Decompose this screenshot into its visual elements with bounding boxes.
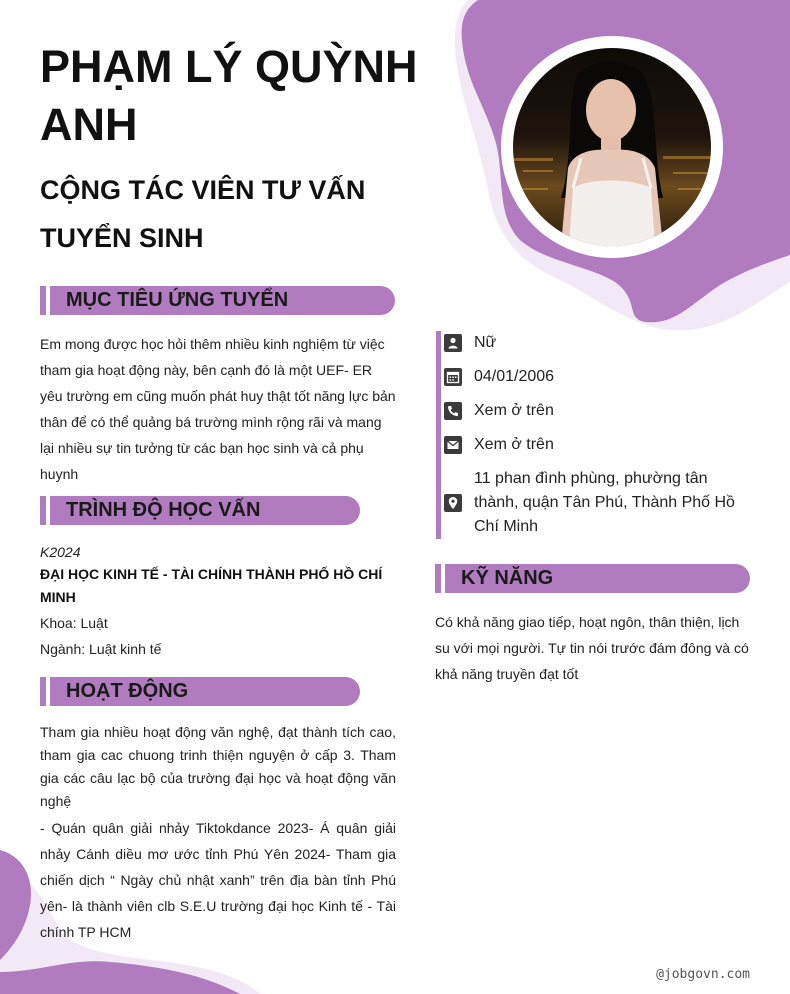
heading-bar <box>435 564 441 593</box>
heading-bar <box>40 286 46 315</box>
mail-icon <box>444 436 462 454</box>
objective-heading <box>40 286 395 315</box>
heading-bar <box>40 496 46 525</box>
candidate-name: PHẠM LÝ QUỲNH ANH <box>40 41 418 150</box>
contact-gender <box>444 331 744 355</box>
watermark: @jobgovn.com <box>656 967 750 982</box>
objective-heading-label: MỤC TIÊU ỨNG TUYỂN <box>50 286 395 315</box>
education-year: K2024 <box>40 544 81 560</box>
activities-text-1: Tham gia nhiều hoạt động văn nghệ, đạt thành tích cao, tham gia cac chuong trinh thiện nguyện ở cấp 3. Tham gia các câu lạc bộ của trường đại học và hoạt động văn nghệ <box>40 724 396 809</box>
activities-heading <box>40 677 360 706</box>
address-value: 11 phan đình phùng, phường tân thành, quận Tân Phú, Thành Phố Hồ Chí Minh <box>474 470 735 535</box>
activities-heading-label: HOẠT ĐỘNG <box>50 677 360 706</box>
activities-text-2: - Quán quân giải nhảy Tiktokdance 2023- Á quân giải nhảy Cánh diều mơ ước tỉnh Phú Yên 2024- Tham gia chiến dịch “ Ngày chủ nhật xanh” trên địa bàn tỉnh Phú yên- là thành viên clb S.E.U trường đại học Kinh tế - Tài chính TP HCM <box>40 820 396 940</box>
skills-text: Có khả năng giao tiếp, hoạt ngôn, thân thiện, lịch su với mọi người. Tự tin nói trước đám đông và có khả năng truyền đạt tốt <box>435 614 749 682</box>
skills-heading-label: KỸ NĂNG <box>445 564 750 593</box>
location-icon <box>444 494 462 512</box>
education-heading <box>40 496 360 525</box>
profile-photo <box>513 48 711 246</box>
gender-value: Nữ <box>474 334 497 351</box>
contact-dob <box>444 365 744 389</box>
education-heading-label: TRÌNH ĐỘ HỌC VẤN <box>50 496 360 525</box>
education-major: Ngành: Luật kinh tế <box>40 641 162 657</box>
contact-phone <box>444 399 744 423</box>
contact-email <box>444 433 744 457</box>
contact-divider <box>436 331 441 539</box>
education-school: ĐẠI HỌC KINH TẾ - TÀI CHÍNH THÀNH PHỐ HỒ CHÍ MINH <box>40 566 383 605</box>
heading-bar <box>40 677 46 706</box>
objective-text: Em mong được học hỏi thêm nhiều kinh nghiệm từ việc tham gia hoạt động này, bên cạnh đó là một UEF- ER yêu trường em cũng muốn phát huy thật tốt năng lực bản thân để có thể quảng bá trường mình rộng rãi và mang lại nhiều sự tin tưởng từ các bạn học sinh và cả phụ huynh <box>40 336 396 482</box>
email-value: Xem ở trên <box>474 436 554 453</box>
contact-address <box>444 467 744 539</box>
calendar-icon <box>444 368 462 386</box>
phone-value: Xem ở trên <box>474 402 554 419</box>
job-title: CỘNG TÁC VIÊN TƯ VẤN TUYỂN SINH <box>40 175 366 253</box>
skills-heading <box>435 564 750 593</box>
person-icon <box>444 334 462 352</box>
phone-icon <box>444 402 462 420</box>
education-faculty: Khoa: Luật <box>40 615 108 631</box>
dob-value: 04/01/2006 <box>474 368 555 385</box>
